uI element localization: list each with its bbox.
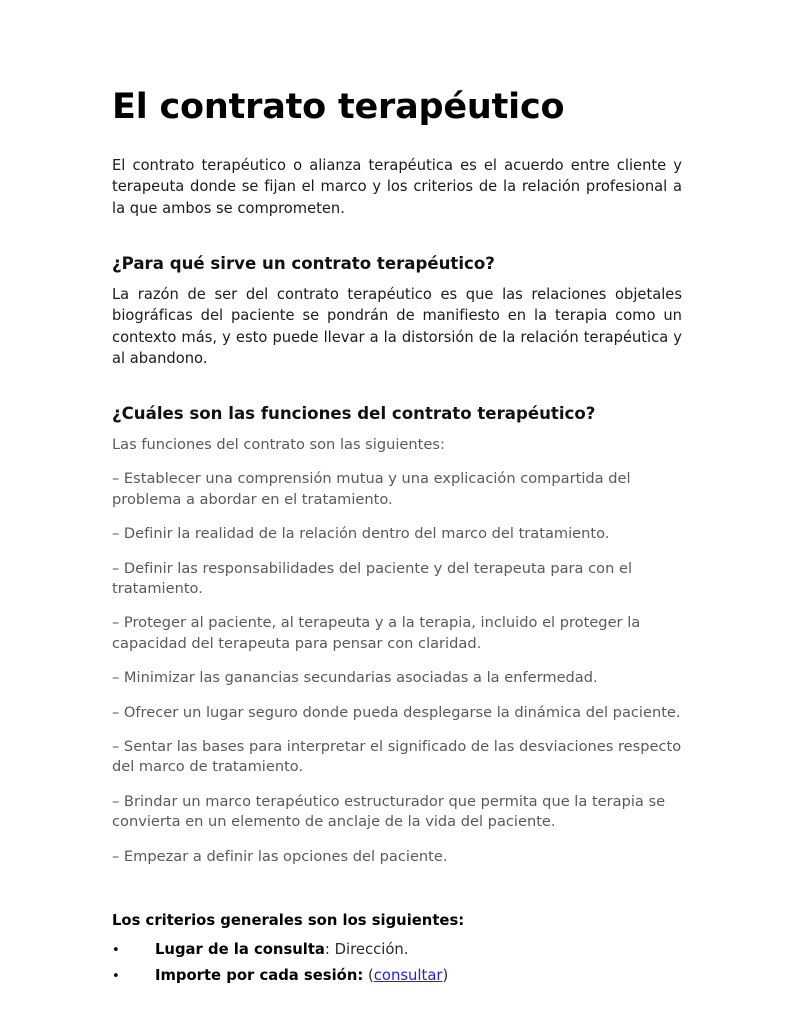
list-item: – Brindar un marco terapéutico estructurador que permita que la terapia se convierta en un elemento de anclaje de la vida del paciente. bbox=[112, 792, 666, 831]
criteria-item-text bbox=[155, 939, 681, 961]
list-item: – Definir las responsabilidades del paciente y del terapeuta para con el tratamiento. bbox=[112, 559, 632, 597]
section-heading-para-que-sirve: ¿Para qué sirve un contrato terapéutico? bbox=[112, 253, 495, 273]
list-item: – Definir la realidad de la relación dentro del marco del tratamiento. bbox=[112, 525, 610, 543]
section-paragraph-para-que-sirve: La razón de ser del contrato terapéutico es que las relaciones objetales biográficas del paciente se pondrán de manifiesto en la terapia como un contexto más, y esto puede llevar a la distorsión de la relación terapéutica y al abandono. bbox=[112, 286, 682, 367]
criteria-section bbox=[112, 911, 681, 987]
section-heading-cuales-son-las-funciones: ¿Cuáles son las funciones del contrato terapéutico? bbox=[112, 403, 596, 423]
functions-list-intro: Las funciones del contrato son las siguientes: bbox=[112, 435, 445, 453]
criteria-item-label: Importe por cada sesión: bbox=[155, 967, 364, 985]
criteria-item-value: Dirección. bbox=[334, 940, 409, 958]
list-item: – Minimizar las ganancias secundarias asociadas a la enfermedad. bbox=[112, 669, 598, 687]
list-item: – Proteger al paciente, al terapeuta y a la terapia, incluido el proteger la capacidad del terapeuta para pensar con claridad. bbox=[112, 614, 641, 652]
criteria-list-item-lugar bbox=[112, 939, 681, 961]
intro-paragraph: El contrato terapéutico o alianza terapéutica es el acuerdo entre cliente y terapeuta donde se fijan el marco y los criterios de la relación profesional a la que ambos se comprometen. bbox=[112, 157, 682, 217]
consultar-link[interactable]: consultar bbox=[373, 967, 443, 985]
functions-list bbox=[112, 469, 681, 867]
criteria-heading: Los criterios generales son los siguientes: bbox=[112, 912, 465, 930]
list-item: – Ofrecer un lugar seguro donde pueda desplegarse la dinámica del paciente. bbox=[112, 703, 681, 721]
list-item: – Sentar las bases para interpretar el significado de las desviaciones respecto del marco de tratamiento. bbox=[112, 738, 682, 776]
page-title: El contrato terapéutico bbox=[112, 87, 565, 127]
list-item: – Establecer una comprensión mutua y una explicación compartida del problema a abordar en el tratamiento. bbox=[112, 470, 631, 508]
bullet-icon: • bbox=[112, 969, 120, 985]
bullet-icon: • bbox=[112, 942, 120, 958]
criteria-item-text bbox=[155, 965, 681, 987]
criteria-list-item-importe bbox=[112, 965, 681, 987]
criteria-item-label: Lugar de la consulta bbox=[155, 940, 325, 958]
criteria-link-prefix: ( bbox=[368, 967, 374, 985]
criteria-link-suffix: ) bbox=[442, 967, 449, 985]
list-item: – Empezar a definir las opciones del paciente. bbox=[112, 847, 448, 865]
criteria-item-separator: : bbox=[324, 940, 335, 958]
